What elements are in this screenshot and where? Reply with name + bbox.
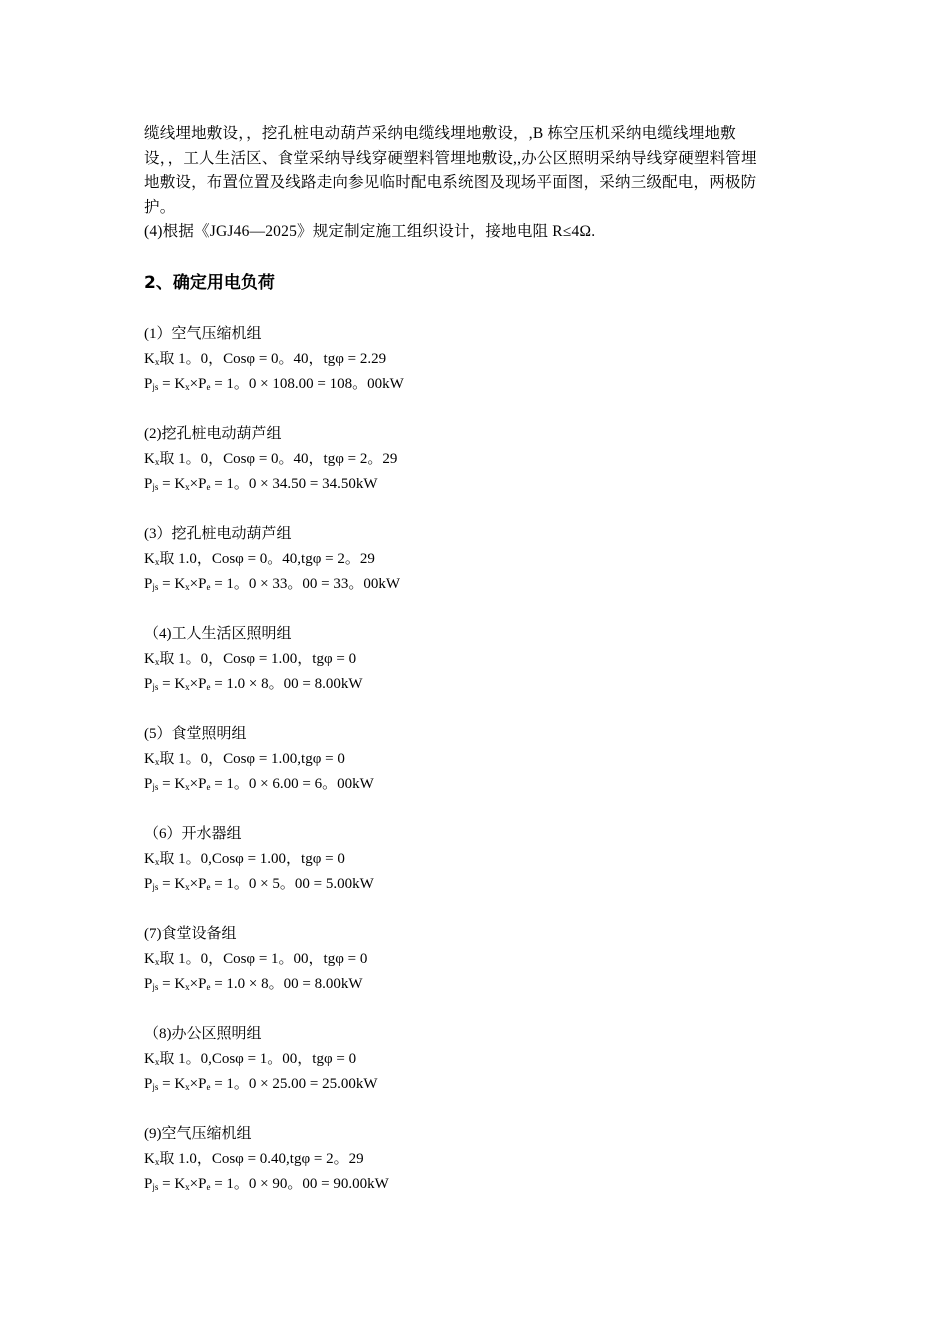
p-symbol: P xyxy=(144,375,153,392)
item-4-paragraph: (4)根据《JGJ46—2025》规定制定施工组织设计，接地电阻 R≤4Ω. xyxy=(144,223,596,240)
k-value: 取 1。0,Cosφ = 1.00，tgφ = 0 xyxy=(159,850,345,867)
eq-k-symbol: = K xyxy=(158,1075,186,1092)
p-value: = 1。0 × 108.00 = 108。00kW xyxy=(210,375,404,392)
k-subscript: x xyxy=(185,581,190,592)
times-p-symbol: ×P xyxy=(189,475,207,492)
load-group-6 xyxy=(144,822,812,897)
k-symbol: K xyxy=(144,550,155,567)
k-subscript: x xyxy=(185,481,190,492)
group-k-line xyxy=(144,347,812,372)
k-value: 取 1。0，Cosφ = 1.00，tgφ = 0 xyxy=(159,650,357,667)
times-p-symbol: ×P xyxy=(189,875,207,892)
times-p-symbol: ×P xyxy=(189,975,207,992)
p-symbol: P xyxy=(144,475,153,492)
group-title: (3）挖孔桩电动葫芦组 xyxy=(144,525,292,542)
eq-k-symbol: = K xyxy=(158,875,186,892)
times-p-symbol: ×P xyxy=(189,675,207,692)
section-heading: 2、确定用电负荷 xyxy=(144,272,275,293)
group-title: (1）空气压缩机组 xyxy=(144,325,262,342)
group-k-line xyxy=(144,947,812,972)
p-symbol: P xyxy=(144,575,153,592)
p-value: = 1.0 × 8。00 = 8.00kW xyxy=(210,675,363,692)
p-symbol: P xyxy=(144,1075,153,1092)
intro-line-2: 设，，工人生活区、食堂采纳导线穿硬塑料管埋地敷设,,办公区照明采纳导线穿硬塑料管埋 xyxy=(144,149,757,167)
p-symbol: P xyxy=(144,875,153,892)
p-value: = 1。0 × 90。00 = 90.00kW xyxy=(210,1175,389,1192)
e-subscript: e xyxy=(206,881,211,892)
k-subscript: x xyxy=(185,1181,190,1192)
group-title: (9)空气压缩机组 xyxy=(144,1125,252,1142)
group-k-line xyxy=(144,447,812,472)
p-value: = 1。0 × 33。00 = 33。00kW xyxy=(210,575,401,592)
times-p-symbol: ×P xyxy=(189,1175,207,1192)
eq-k-symbol: = K xyxy=(158,975,186,992)
group-p-line xyxy=(144,572,812,597)
k-subscript: x xyxy=(154,456,160,467)
p-subscript: js xyxy=(152,1081,159,1092)
k-symbol: K xyxy=(144,1050,155,1067)
e-subscript: e xyxy=(206,1181,211,1192)
load-group-7 xyxy=(144,922,812,997)
e-subscript: e xyxy=(206,581,211,592)
group-p-line xyxy=(144,1072,812,1097)
eq-k-symbol: = K xyxy=(158,775,186,792)
k-subscript: x xyxy=(185,881,190,892)
group-title: （4)工人生活区照明组 xyxy=(144,625,292,642)
group-k-line xyxy=(144,647,812,672)
k-value: 取 1.0，Cosφ = 0.40,tgφ = 2。29 xyxy=(159,1150,364,1167)
p-symbol: P xyxy=(144,1175,153,1192)
k-subscript: x xyxy=(154,756,160,767)
p-subscript: js xyxy=(152,381,159,392)
k-subscript: x xyxy=(185,681,190,692)
load-groups xyxy=(144,322,812,1197)
p-subscript: js xyxy=(152,481,159,492)
k-value: 取 1.0，Cosφ = 0。40,tgφ = 2。29 xyxy=(159,550,375,567)
k-subscript: x xyxy=(185,981,190,992)
k-symbol: K xyxy=(144,650,155,667)
document-page xyxy=(144,122,812,1222)
k-subscript: x xyxy=(154,856,160,867)
k-value: 取 1。0，Cosφ = 0。40，tgφ = 2。29 xyxy=(159,450,398,467)
p-value: = 1。0 × 25.00 = 25.00kW xyxy=(210,1075,378,1092)
k-subscript: x xyxy=(154,356,160,367)
k-value: 取 1。0，Cosφ = 1。00，tgφ = 0 xyxy=(159,950,368,967)
group-p-line xyxy=(144,672,812,697)
load-group-8 xyxy=(144,1022,812,1097)
intro-line-1: 缆线埋地敷设，，挖孔桩电动葫芦采纳电缆线埋地敷设，,B 栋空压机采纳电缆线埋地敷 xyxy=(144,125,736,142)
p-value: = 1。0 × 34.50 = 34.50kW xyxy=(210,475,378,492)
p-symbol: P xyxy=(144,675,153,692)
group-k-line xyxy=(144,547,812,572)
p-subscript: js xyxy=(152,981,159,992)
p-subscript: js xyxy=(152,881,159,892)
load-group-4 xyxy=(144,622,812,697)
group-k-line xyxy=(144,847,812,872)
k-subscript: x xyxy=(185,781,190,792)
times-p-symbol: ×P xyxy=(189,775,207,792)
group-p-line xyxy=(144,372,812,397)
p-value: = 1。0 × 5。00 = 5.00kW xyxy=(210,875,374,892)
p-value: = 1.0 × 8。00 = 8.00kW xyxy=(210,975,363,992)
e-subscript: e xyxy=(206,1081,211,1092)
k-symbol: K xyxy=(144,750,155,767)
k-subscript: x xyxy=(154,1056,160,1067)
p-symbol: P xyxy=(144,975,153,992)
group-p-line xyxy=(144,472,812,497)
k-symbol: K xyxy=(144,450,155,467)
group-title: (7)食堂设备组 xyxy=(144,925,237,942)
intro-line-3: 地敷设，布置位置及线路走向参见临时配电系统图及现场平面图，采纳三级配电，两极防 xyxy=(144,174,757,191)
group-p-line xyxy=(144,972,812,997)
eq-k-symbol: = K xyxy=(158,475,186,492)
eq-k-symbol: = K xyxy=(158,1175,186,1192)
group-k-line xyxy=(144,1147,812,1172)
k-subscript: x xyxy=(154,656,160,667)
k-subscript: x xyxy=(154,556,160,567)
p-value: = 1。0 × 6.00 = 6。00kW xyxy=(210,775,374,792)
load-group-3 xyxy=(144,522,812,597)
group-p-line xyxy=(144,872,812,897)
group-title: （6）开水器组 xyxy=(144,825,242,842)
intro-line-4: 护。 xyxy=(144,198,176,216)
e-subscript: e xyxy=(206,781,211,792)
eq-k-symbol: = K xyxy=(158,375,186,392)
e-subscript: e xyxy=(206,981,211,992)
group-title: （8)办公区照明组 xyxy=(144,1025,262,1042)
p-subscript: js xyxy=(152,581,159,592)
group-k-line xyxy=(144,1047,812,1072)
k-subscript: x xyxy=(154,956,160,967)
k-symbol: K xyxy=(144,850,155,867)
eq-k-symbol: = K xyxy=(158,575,186,592)
times-p-symbol: ×P xyxy=(189,1075,207,1092)
times-p-symbol: ×P xyxy=(189,575,207,592)
group-p-line xyxy=(144,772,812,797)
load-group-5 xyxy=(144,722,812,797)
group-title: (2)挖孔桩电动葫芦组 xyxy=(144,425,282,442)
group-k-line xyxy=(144,747,812,772)
k-subscript: x xyxy=(185,381,190,392)
k-value: 取 1。0，Cosφ = 1.00,tgφ = 0 xyxy=(159,750,345,767)
p-subscript: js xyxy=(152,781,159,792)
p-subscript: js xyxy=(152,681,159,692)
e-subscript: e xyxy=(206,481,211,492)
load-group-2 xyxy=(144,422,812,497)
e-subscript: e xyxy=(206,681,211,692)
group-p-line xyxy=(144,1172,812,1197)
p-subscript: js xyxy=(152,1181,159,1192)
k-subscript: x xyxy=(185,1081,190,1092)
times-p-symbol: ×P xyxy=(189,375,207,392)
k-symbol: K xyxy=(144,350,155,367)
eq-k-symbol: = K xyxy=(158,675,186,692)
k-value: 取 1。0，Cosφ = 0。40，tgφ = 2.29 xyxy=(159,350,387,367)
group-title: (5）食堂照明组 xyxy=(144,725,247,742)
k-symbol: K xyxy=(144,950,155,967)
p-symbol: P xyxy=(144,775,153,792)
load-group-1 xyxy=(144,322,812,397)
load-group-9 xyxy=(144,1122,812,1197)
k-symbol: K xyxy=(144,1150,155,1167)
e-subscript: e xyxy=(206,381,211,392)
k-subscript: x xyxy=(154,1156,160,1167)
k-value: 取 1。0,Cosφ = 1。00，tgφ = 0 xyxy=(159,1050,357,1067)
